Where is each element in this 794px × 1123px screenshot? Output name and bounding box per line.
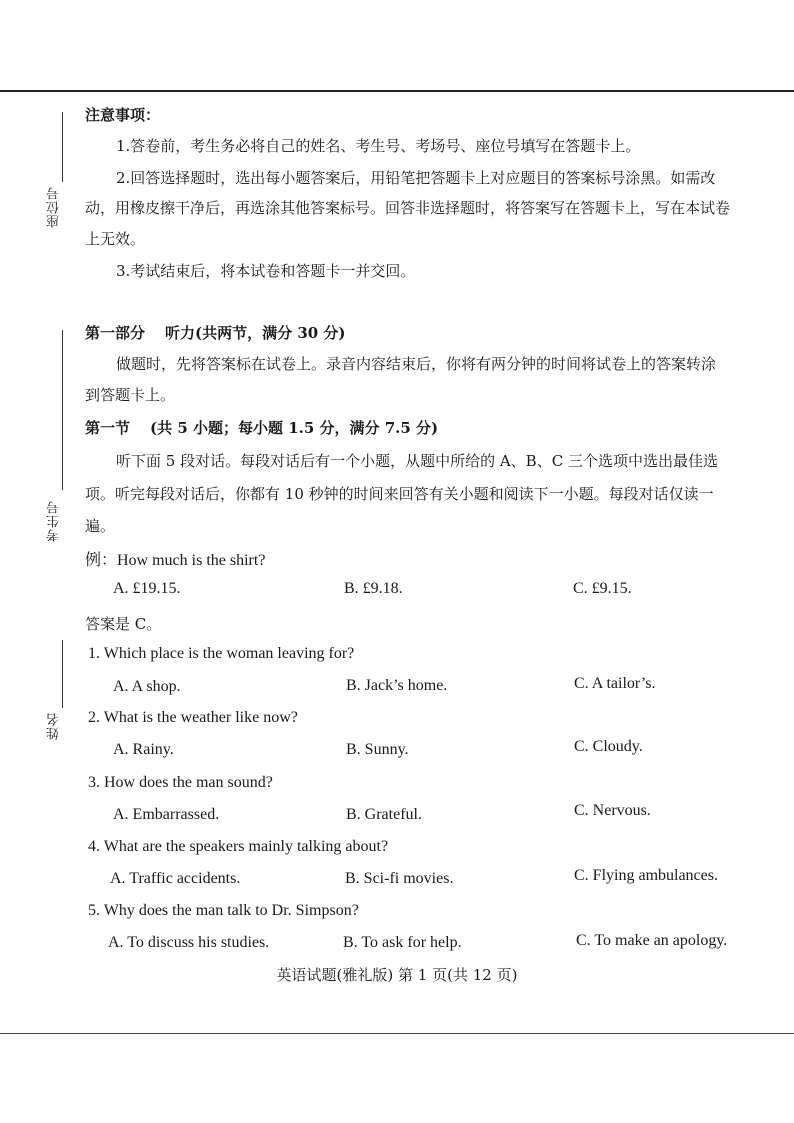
question-2: 2. What is the weather like now? — [88, 709, 298, 726]
notice-item-1: 1.答卷前，考生务必将自己的姓名、考生号、考场号、座位号填写在答题卡上。 — [116, 137, 641, 155]
seat-label: 座位号 — [47, 186, 62, 228]
seat-line — [62, 112, 63, 182]
section1-subtitle: (共 5 小题；每小题 1.5 分，满分 7.5 分) — [150, 419, 439, 437]
question-1-option-c: C. A tailor’s. — [574, 675, 656, 692]
notice-item-2-line-3: 上无效。 — [85, 230, 146, 248]
example-option-a: A. £19.15. — [113, 580, 181, 597]
notice-item-2-line-2: 动，用橡皮擦干净后，再选涂其他答案标号。回答非选择题时，将答案写在答题卡上，写在本试卷 — [85, 199, 731, 217]
exam-no-label: 考生号 — [47, 500, 62, 542]
question-5-option-a: A. To discuss his studies. — [108, 934, 270, 951]
question-5-option-c: C. To make an apology. — [576, 932, 728, 949]
question-3: 3. How does the man sound? — [88, 774, 273, 791]
section1-instruction-line-3: 遍。 — [85, 517, 116, 535]
example-option-b: B. £9.18. — [344, 580, 403, 597]
notice-item-3: 3.考试结束后，将本试卷和答题卡一并交回。 — [116, 262, 416, 280]
name-line — [62, 640, 63, 708]
question-1-option-b: B. Jack’s home. — [346, 677, 448, 694]
question-3-option-a: A. Embarrassed. — [113, 806, 220, 823]
question-5: 5. Why does the man talk to Dr. Simpson? — [88, 902, 359, 919]
bottom-rule — [0, 1033, 794, 1034]
top-rule — [0, 90, 794, 92]
question-5-option-b: B. To ask for help. — [343, 934, 462, 951]
exam-no-line — [62, 330, 63, 490]
part1-title: 第一部分 — [85, 324, 146, 342]
question-4: 4. What are the speakers mainly talking about? — [88, 838, 389, 855]
question-2-option-b: B. Sunny. — [346, 741, 409, 758]
section1-title: 第一节 — [85, 419, 131, 437]
example-option-c: C. £9.15. — [573, 580, 632, 597]
part1-intro-line-2: 到答题卡上。 — [85, 386, 176, 404]
page-footer: 英语试题(雅礼版) 第 1 页(共 12 页) — [276, 966, 518, 984]
question-3-option-c: C. Nervous. — [574, 802, 651, 819]
question-1: 1. Which place is the woman leaving for? — [88, 645, 355, 662]
notice-item-2-line-1: 2.回答选择题时，选出每小题答案后，用铅笔把答题卡上对应题目的答案标号涂黑。如需改 — [116, 169, 716, 187]
question-2-option-a: A. Rainy. — [113, 741, 174, 758]
example-question: 例：How much is the shirt? — [85, 552, 266, 569]
notice-title: 注意事项： — [85, 106, 161, 124]
question-2-option-c: C. Cloudy. — [574, 738, 643, 755]
part1-intro-line-1: 做题时，先将答案标在试卷上。录音内容结束后，你将有两分钟的时间将试卷上的答案转涂 — [116, 355, 717, 373]
question-4-option-a: A. Traffic accidents. — [110, 870, 241, 887]
section1-instruction-line-2: 项。听完每段对话后，你都有 10 秒钟的时间来回答有关小题和阅读下一小题。每段对话仅读一 — [85, 485, 714, 503]
name-label: 姓名 — [47, 712, 62, 740]
question-1-option-a: A. A shop. — [113, 678, 181, 695]
section1-instruction-line-1: 听下面 5 段对话。每段对话后有一个小题，从题中所给的 A、B、C 三个选项中选出最佳选 — [116, 452, 718, 470]
part1-subtitle: 听力(共两节，满分 30 分) — [165, 324, 346, 342]
question-3-option-b: B. Grateful. — [346, 806, 422, 823]
example-answer: 答案是 C。 — [85, 615, 162, 633]
question-4-option-b: B. Sci-fi movies. — [345, 870, 454, 887]
question-4-option-c: C. Flying ambulances. — [574, 867, 718, 884]
